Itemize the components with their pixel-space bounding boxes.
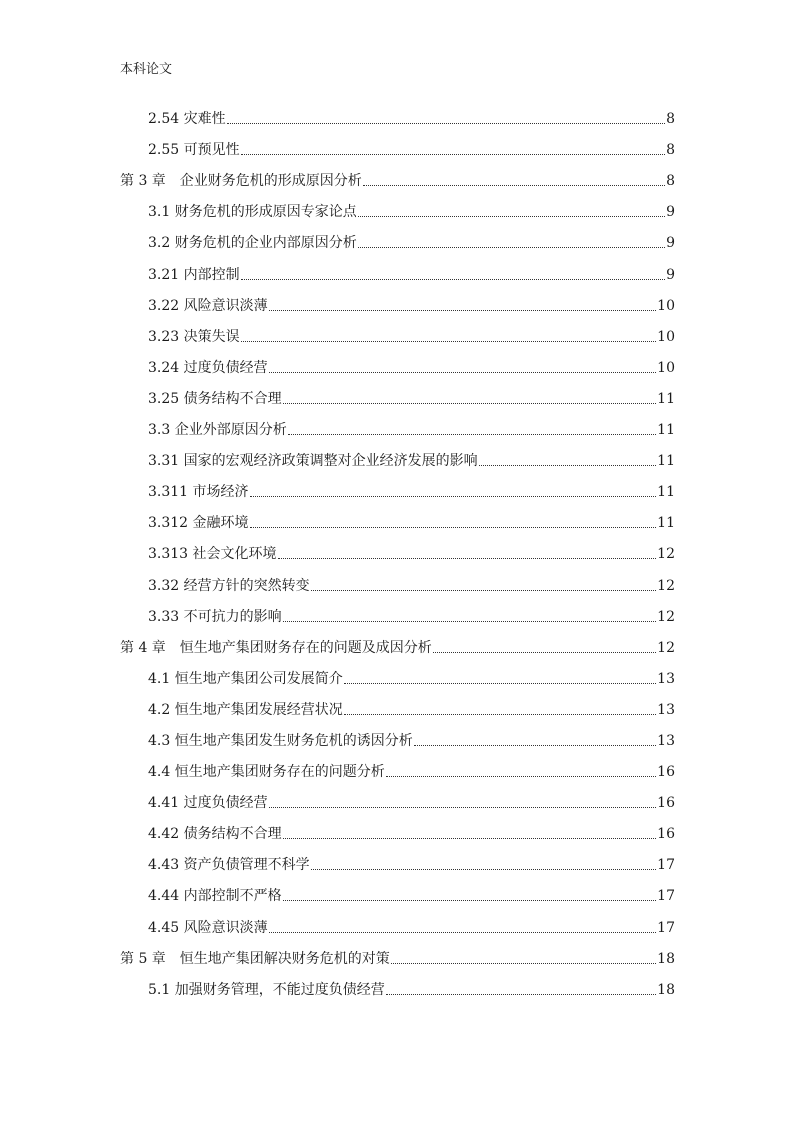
dot-leader — [358, 216, 665, 217]
toc-page-number: 17 — [657, 888, 675, 905]
toc-page-number: 13 — [657, 732, 675, 749]
toc-page-number: 12 — [657, 546, 675, 563]
toc-section-entry[interactable] — [120, 658, 675, 689]
toc-section-entry[interactable] — [120, 191, 675, 222]
toc-page-number: 18 — [657, 950, 675, 967]
toc-entry-label: 4.42 债务结构不合理 — [148, 826, 282, 843]
dot-leader — [241, 154, 665, 155]
dot-leader — [433, 652, 656, 653]
toc-section-entry[interactable] — [120, 533, 675, 564]
dot-leader — [250, 496, 657, 497]
toc-page-number: 8 — [666, 111, 675, 128]
toc-entry-label: 4.4 恒生地产集团财务存在的问题分析 — [148, 764, 385, 781]
toc-entry-label: 3.22 风险意识淡薄 — [148, 297, 268, 314]
toc-entry-label: 4.41 过度负债经营 — [148, 795, 268, 812]
dot-leader — [283, 838, 657, 839]
toc-entry-label: 3.24 过度负债经营 — [148, 359, 268, 376]
toc-section-entry[interactable] — [120, 253, 675, 284]
toc-page-number: 11 — [657, 422, 675, 439]
toc-entry-label: 第 5 章 恒生地产集团解决财务危机的对策 — [120, 950, 390, 967]
toc-page-number: 16 — [657, 795, 675, 812]
toc-entry-label: 3.21 内部控制 — [148, 266, 240, 283]
dot-leader — [386, 776, 656, 777]
toc-entry-label: 3.33 不可抗力的影响 — [148, 608, 282, 625]
toc-page-number: 9 — [666, 204, 675, 221]
toc-entry-label: 3.312 金融环境 — [148, 515, 249, 532]
toc-entry-label: 3.23 决策失误 — [148, 328, 240, 345]
dot-leader — [269, 807, 657, 808]
dot-leader — [269, 372, 657, 373]
toc-page-number: 8 — [666, 173, 675, 190]
page-header: 本科论文 — [120, 62, 173, 77]
toc-entry-label: 3.313 社会文化环境 — [148, 546, 277, 563]
toc-page-number: 11 — [657, 390, 675, 407]
dot-leader — [283, 900, 657, 901]
dot-leader — [241, 279, 665, 280]
toc-page-number: 8 — [666, 142, 675, 159]
toc-page-number: 13 — [657, 701, 675, 718]
toc-entry-label: 3.3 企业外部原因分析 — [148, 422, 287, 439]
dot-leader — [344, 683, 656, 684]
toc-entry-label: 第 3 章 企业财务危机的形成原因分析 — [120, 173, 362, 190]
toc-page-number: 12 — [657, 577, 675, 594]
toc-entry-label: 3.32 经营方针的突然转变 — [148, 577, 310, 594]
toc-page-number: 12 — [657, 608, 675, 625]
dot-leader — [283, 403, 657, 404]
toc-entry-label: 第 4 章 恒生地产集团财务存在的问题及成因分析 — [120, 639, 432, 656]
dot-leader — [269, 310, 657, 311]
toc-section-entry[interactable] — [120, 129, 675, 160]
toc-section-entry[interactable] — [120, 378, 675, 409]
toc-section-entry[interactable] — [120, 596, 675, 627]
toc-entry-label: 3.25 债务结构不合理 — [148, 390, 282, 407]
toc-page-number: 11 — [657, 515, 675, 532]
toc-page-number: 11 — [657, 453, 675, 470]
toc-entry-label: 4.44 内部控制不严格 — [148, 888, 282, 905]
toc-page-number: 9 — [666, 235, 675, 252]
toc-chapter-entry[interactable] — [120, 938, 675, 969]
dot-leader — [386, 994, 656, 995]
toc-section-entry[interactable] — [120, 751, 675, 782]
toc-chapter-entry[interactable] — [120, 627, 675, 658]
toc-page-number: 10 — [657, 359, 675, 376]
dot-leader — [391, 963, 656, 964]
toc-page-number: 9 — [666, 266, 675, 283]
toc-page-number: 12 — [657, 639, 675, 656]
dot-leader — [250, 527, 657, 528]
dot-leader — [358, 247, 665, 248]
toc-section-entry[interactable] — [120, 689, 675, 720]
toc-page-number: 18 — [657, 981, 675, 998]
dot-leader — [241, 341, 657, 342]
toc-page-number: 10 — [657, 297, 675, 314]
toc-entry-label: 2.55 可预见性 — [148, 142, 240, 159]
toc-page-number: 10 — [657, 328, 675, 345]
toc-section-entry[interactable] — [120, 502, 675, 533]
toc-page-number: 16 — [657, 826, 675, 843]
dot-leader — [283, 621, 657, 622]
toc-section-entry[interactable] — [120, 440, 675, 471]
toc-section-entry[interactable] — [120, 720, 675, 751]
toc-page-number: 17 — [657, 857, 675, 874]
toc-section-entry[interactable] — [120, 813, 675, 844]
toc-section-entry[interactable] — [120, 906, 675, 937]
toc-entry-label: 4.45 风险意识淡薄 — [148, 919, 268, 936]
dot-leader — [344, 714, 656, 715]
toc-page-number: 16 — [657, 764, 675, 781]
toc-page-number: 13 — [657, 670, 675, 687]
toc-entry-label: 3.1 财务危机的形成原因专家论点 — [148, 204, 357, 221]
toc-entry-label: 4.1 恒生地产集团公司发展简介 — [148, 670, 343, 687]
toc-entry-label: 3.311 市场经济 — [148, 484, 249, 501]
dot-leader — [278, 558, 657, 559]
toc-section-entry[interactable] — [120, 969, 675, 1000]
toc-entry-label: 4.3 恒生地产集团发生财务危机的诱因分析 — [148, 732, 413, 749]
toc-section-entry[interactable] — [120, 471, 675, 502]
toc-page-number: 17 — [657, 919, 675, 936]
dot-leader — [227, 123, 665, 124]
dot-leader — [311, 869, 657, 870]
toc-section-entry[interactable] — [120, 782, 675, 813]
toc-section-entry[interactable] — [120, 285, 675, 316]
toc-section-entry[interactable] — [120, 844, 675, 875]
toc-entry-label: 5.1 加强财务管理，不能过度负债经营 — [148, 981, 385, 998]
table-of-contents — [120, 98, 675, 1000]
toc-entry-label: 4.43 资产负债管理不科学 — [148, 857, 310, 874]
toc-section-entry[interactable] — [120, 564, 675, 595]
toc-section-entry[interactable] — [120, 316, 675, 347]
dot-leader — [479, 465, 657, 466]
toc-entry-label: 2.54 灾难性 — [148, 111, 226, 128]
toc-section-entry[interactable] — [120, 875, 675, 906]
dot-leader — [414, 745, 656, 746]
toc-entry-label: 3.31 国家的宏观经济政策调整对企业经济发展的影响 — [148, 453, 478, 470]
dot-leader — [269, 932, 657, 933]
toc-chapter-entry[interactable] — [120, 160, 675, 191]
toc-section-entry[interactable] — [120, 409, 675, 440]
toc-page-number: 11 — [657, 484, 675, 501]
dot-leader — [363, 185, 665, 186]
toc-section-entry[interactable] — [120, 347, 675, 378]
dot-leader — [288, 434, 656, 435]
toc-entry-label: 4.2 恒生地产集团发展经营状况 — [148, 701, 343, 718]
toc-section-entry[interactable] — [120, 98, 675, 129]
toc-entry-label: 3.2 财务危机的企业内部原因分析 — [148, 235, 357, 252]
toc-section-entry[interactable] — [120, 222, 675, 253]
dot-leader — [311, 590, 657, 591]
